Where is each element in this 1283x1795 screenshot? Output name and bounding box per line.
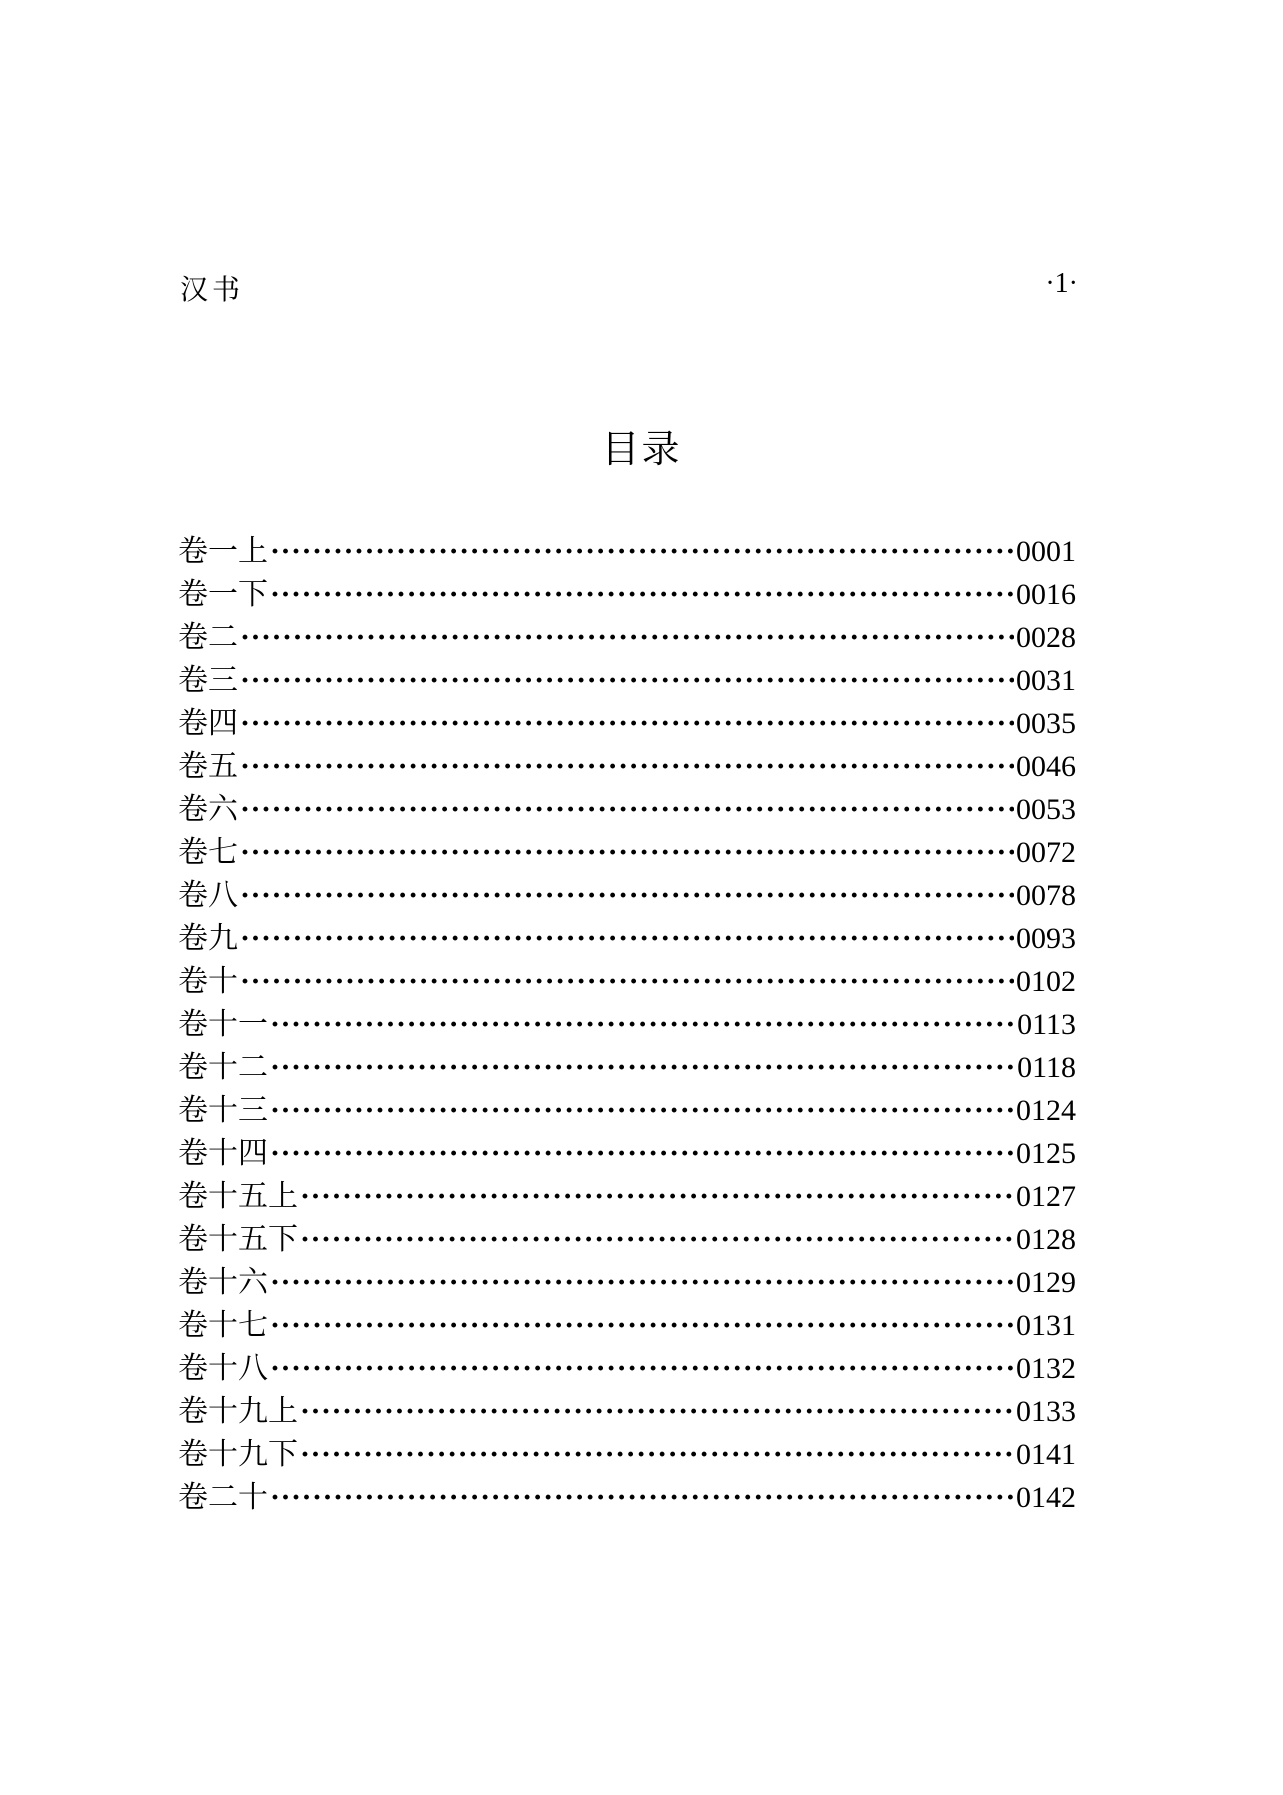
toc-entry-page: 0118 bbox=[1017, 1051, 1076, 1084]
toc-entry-page: 0016 bbox=[1016, 578, 1076, 611]
toc-entry[interactable] bbox=[178, 1304, 1076, 1347]
toc-entry-page: 0129 bbox=[1016, 1266, 1076, 1299]
toc-entry[interactable] bbox=[178, 1347, 1076, 1390]
toc-entry-page: 0102 bbox=[1016, 965, 1076, 998]
dot-leader bbox=[240, 616, 1014, 659]
toc-entry[interactable] bbox=[178, 1003, 1076, 1046]
toc-entry-page: 0124 bbox=[1016, 1094, 1076, 1127]
toc-entry[interactable] bbox=[178, 874, 1076, 917]
toc-entry-label: 卷四 bbox=[178, 706, 238, 741]
toc-entry[interactable] bbox=[178, 659, 1076, 702]
toc-entry-page: 0078 bbox=[1016, 879, 1076, 912]
toc-entry[interactable] bbox=[178, 1175, 1076, 1218]
toc-entry[interactable] bbox=[178, 1089, 1076, 1132]
toc-entry[interactable] bbox=[178, 1261, 1076, 1304]
toc-entry-label: 卷八 bbox=[178, 878, 238, 913]
dot-leader bbox=[270, 1046, 1015, 1089]
dot-leader bbox=[240, 831, 1014, 874]
dot-leader bbox=[270, 1304, 1014, 1347]
dot-leader bbox=[240, 702, 1014, 745]
toc-entry[interactable] bbox=[178, 530, 1076, 573]
toc-entry-label: 卷十二 bbox=[178, 1050, 268, 1085]
toc-entry-page: 0125 bbox=[1016, 1137, 1076, 1170]
toc-list bbox=[178, 530, 1076, 1519]
toc-entry-label: 卷七 bbox=[178, 835, 238, 870]
dot-leader bbox=[270, 1476, 1014, 1519]
toc-entry[interactable] bbox=[178, 702, 1076, 745]
toc-entry[interactable] bbox=[178, 573, 1076, 616]
dot-leader bbox=[270, 1347, 1014, 1390]
toc-entry-label: 卷十四 bbox=[178, 1136, 268, 1171]
toc-entry[interactable] bbox=[178, 1476, 1076, 1519]
toc-entry-label: 卷十 bbox=[178, 964, 238, 999]
toc-entry[interactable] bbox=[178, 1433, 1076, 1476]
toc-entry-page: 0072 bbox=[1016, 836, 1076, 869]
dot-leader bbox=[240, 659, 1014, 702]
dot-leader bbox=[270, 1003, 1015, 1046]
toc-entry-page: 0031 bbox=[1016, 664, 1076, 697]
dot-leader bbox=[300, 1218, 1014, 1261]
toc-entry-label: 卷十三 bbox=[178, 1093, 268, 1128]
toc-entry[interactable] bbox=[178, 1046, 1076, 1089]
dot-leader bbox=[300, 1390, 1014, 1433]
toc-entry-label: 卷十八 bbox=[178, 1351, 268, 1386]
toc-entry[interactable] bbox=[178, 831, 1076, 874]
toc-title: 目录 bbox=[601, 427, 682, 471]
page-number: ·1· bbox=[1045, 268, 1078, 299]
toc-entry-label: 卷六 bbox=[178, 792, 238, 827]
toc-entry[interactable] bbox=[178, 1390, 1076, 1433]
toc-entry-label: 卷三 bbox=[178, 663, 238, 698]
dot-leader bbox=[270, 530, 1014, 573]
toc-entry-page: 0035 bbox=[1016, 707, 1076, 740]
dot-leader bbox=[270, 1132, 1014, 1175]
dot-leader bbox=[270, 1089, 1014, 1132]
toc-entry-page: 0132 bbox=[1016, 1352, 1076, 1385]
dot-leader bbox=[270, 1261, 1014, 1304]
toc-entry-page: 0001 bbox=[1016, 535, 1076, 568]
toc-entry-label: 卷十五下 bbox=[178, 1222, 298, 1257]
dot-leader bbox=[300, 1433, 1014, 1476]
toc-entry[interactable] bbox=[178, 616, 1076, 659]
toc-entry-page: 0141 bbox=[1016, 1438, 1076, 1471]
toc-entry-label: 卷一下 bbox=[178, 577, 268, 612]
dot-leader bbox=[300, 1175, 1014, 1218]
toc-entry-label: 卷一上 bbox=[178, 534, 268, 569]
dot-leader bbox=[240, 788, 1014, 831]
toc-entry-page: 0133 bbox=[1016, 1395, 1076, 1428]
toc-entry-page: 0093 bbox=[1016, 922, 1076, 955]
toc-entry[interactable] bbox=[178, 788, 1076, 831]
toc-entry[interactable] bbox=[178, 1132, 1076, 1175]
toc-entry-page: 0142 bbox=[1016, 1481, 1076, 1514]
page-header bbox=[180, 268, 1078, 308]
toc-entry-label: 卷十九上 bbox=[178, 1394, 298, 1429]
toc-entry-label: 卷十七 bbox=[178, 1308, 268, 1343]
dot-leader bbox=[270, 573, 1014, 616]
toc-entry-page: 0053 bbox=[1016, 793, 1076, 826]
toc-entry-page: 0113 bbox=[1017, 1008, 1076, 1041]
toc-entry-label: 卷五 bbox=[178, 749, 238, 784]
toc-entry[interactable] bbox=[178, 1218, 1076, 1261]
toc-entry-label: 卷二十 bbox=[178, 1480, 268, 1515]
toc-entry-label: 卷九 bbox=[178, 921, 238, 956]
toc-entry-label: 卷十一 bbox=[178, 1007, 268, 1042]
toc-entry[interactable] bbox=[178, 917, 1076, 960]
toc-entry-label: 卷二 bbox=[178, 620, 238, 655]
toc-entry-label: 卷十六 bbox=[178, 1265, 268, 1300]
dot-leader bbox=[240, 960, 1014, 1003]
toc-entry-page: 0127 bbox=[1016, 1180, 1076, 1213]
book-title: 汉书 bbox=[180, 273, 245, 306]
toc-entry-label: 卷十九下 bbox=[178, 1437, 298, 1472]
toc-entry-page: 0131 bbox=[1016, 1309, 1076, 1342]
toc-entry[interactable] bbox=[178, 960, 1076, 1003]
dot-leader bbox=[240, 874, 1014, 917]
toc-entry-label: 卷十五上 bbox=[178, 1179, 298, 1214]
dot-leader bbox=[240, 745, 1014, 788]
toc-entry-page: 0128 bbox=[1016, 1223, 1076, 1256]
toc-entry[interactable] bbox=[178, 745, 1076, 788]
toc-entry-page: 0028 bbox=[1016, 621, 1076, 654]
toc-entry-page: 0046 bbox=[1016, 750, 1076, 783]
dot-leader bbox=[240, 917, 1014, 960]
